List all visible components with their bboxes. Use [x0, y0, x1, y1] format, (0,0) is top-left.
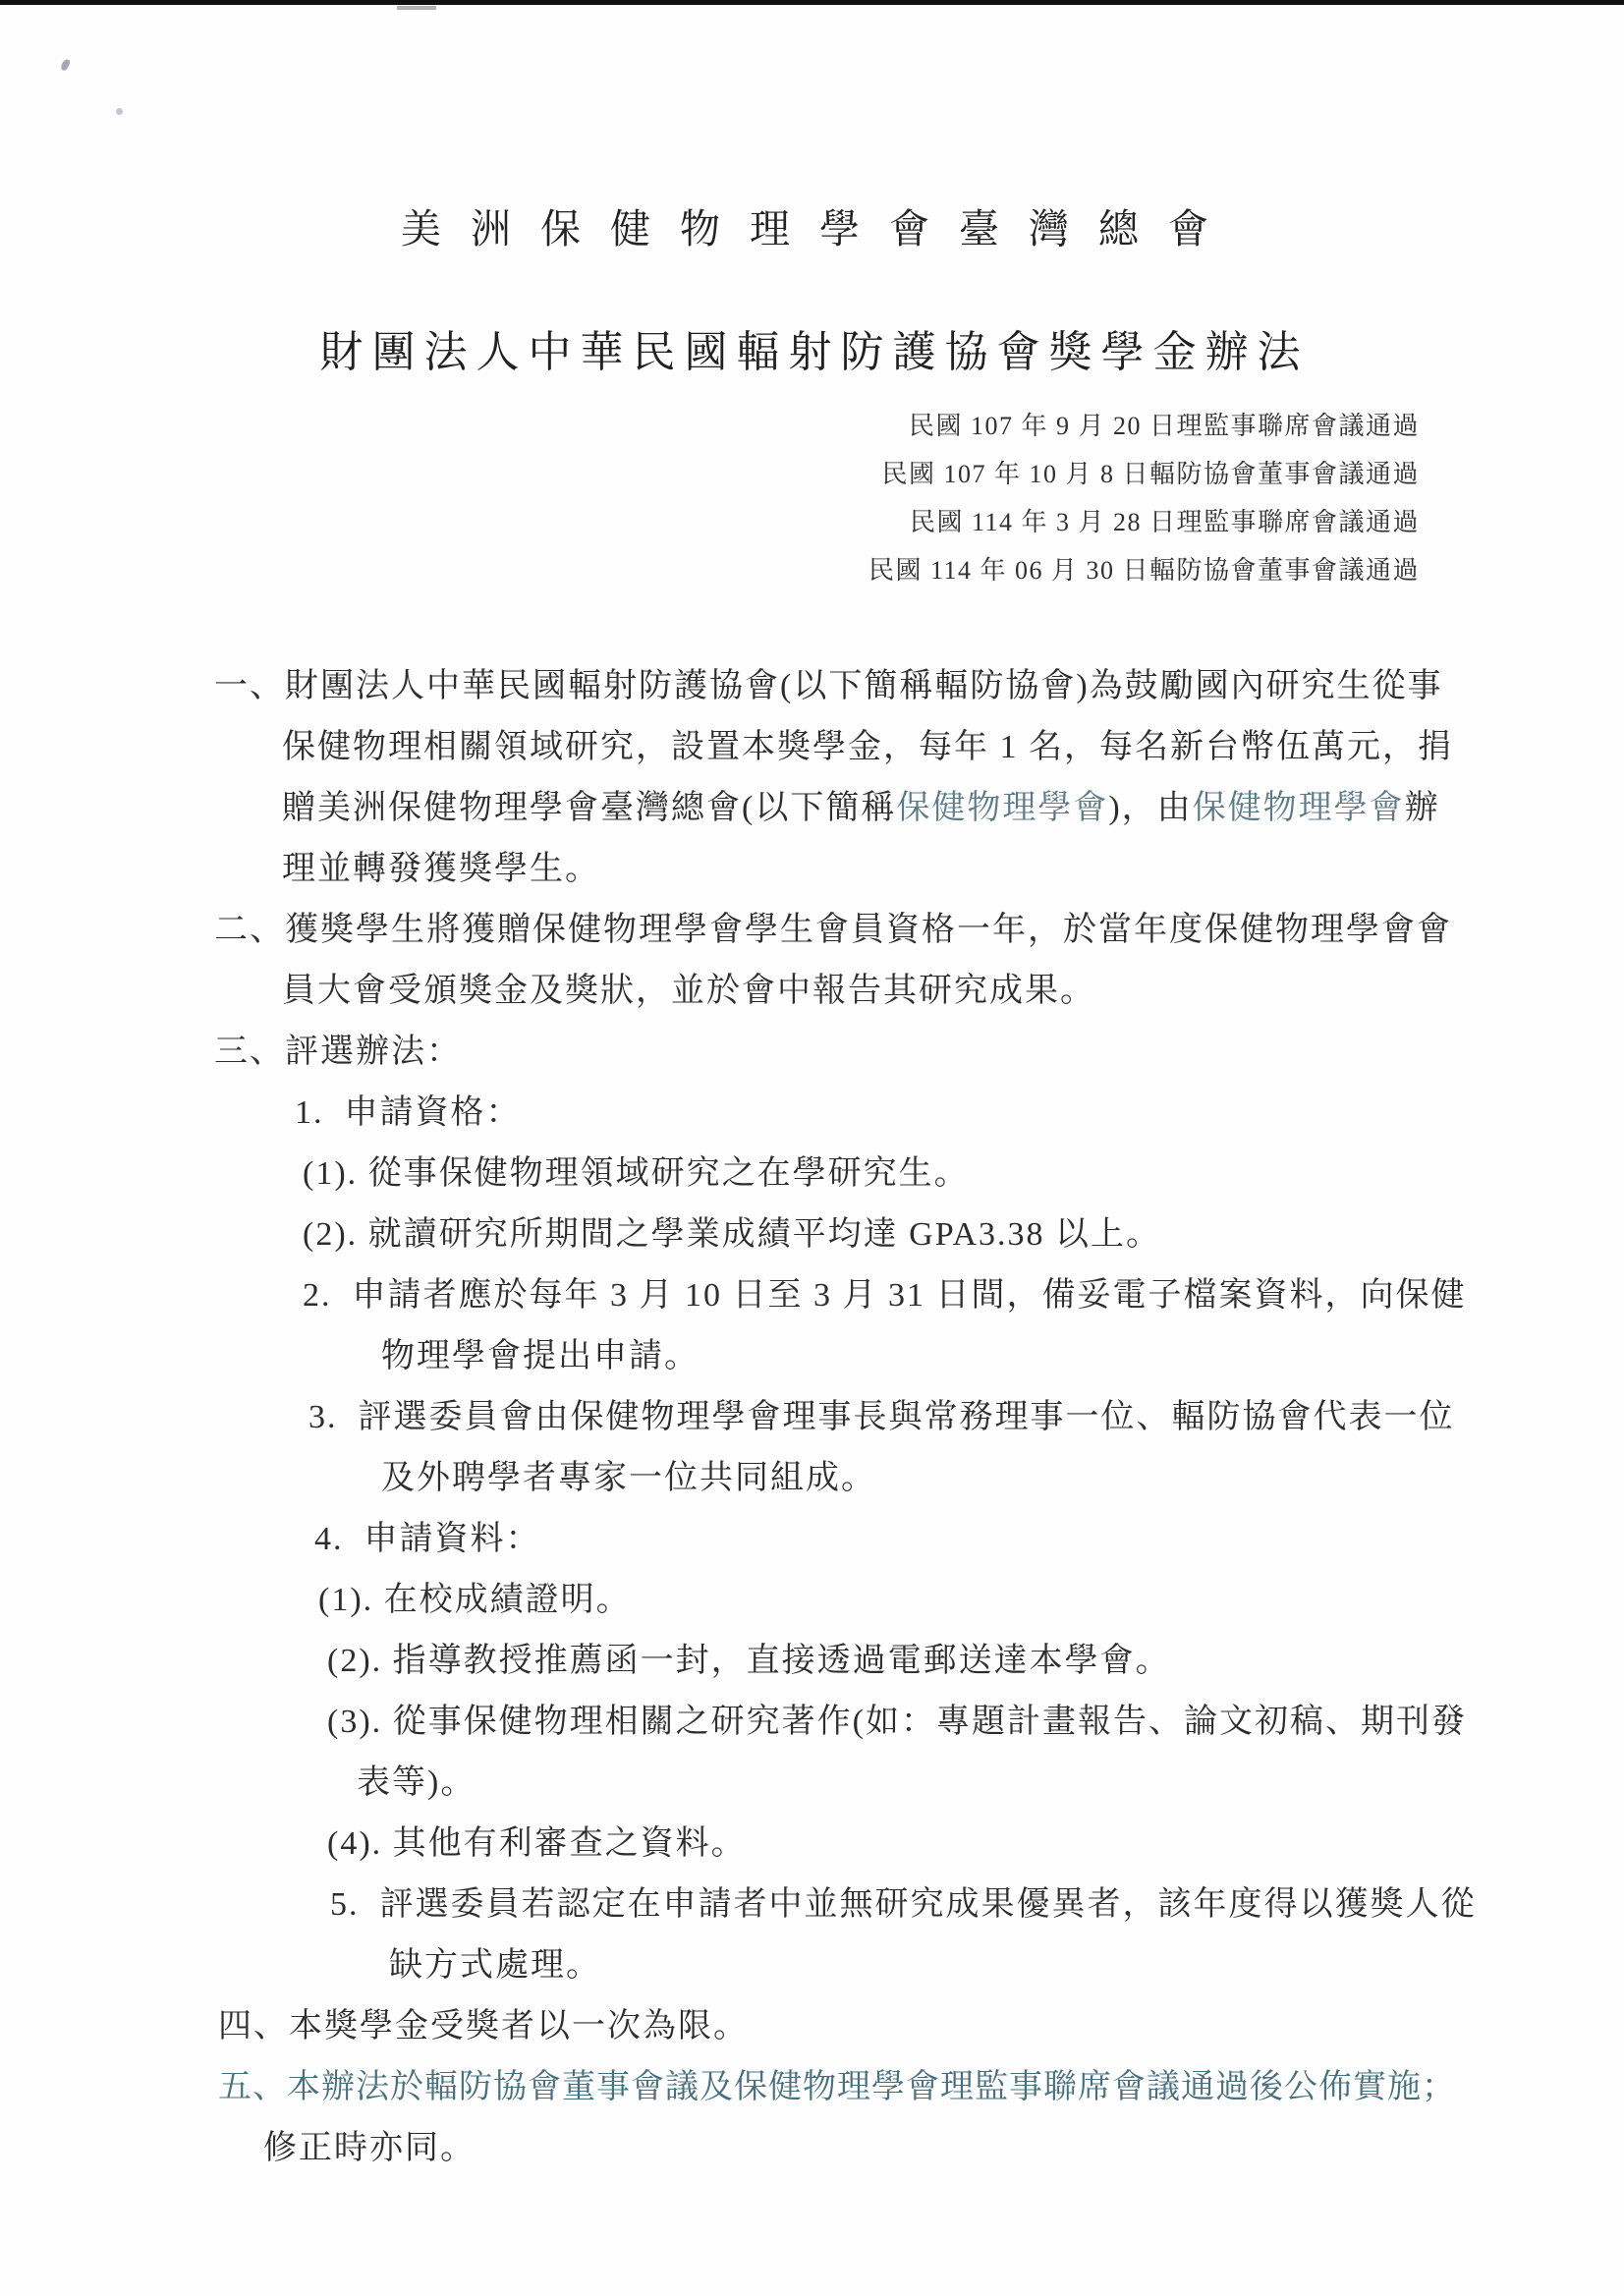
body-line: (2). 指導教授推薦函一封，直接透過電郵送達本學會。	[327, 1643, 1171, 1679]
scan-speck	[60, 58, 71, 72]
text-segment-tinted: 保健物理學會	[1192, 790, 1405, 826]
body-line: (3). 從事保健物理相關之研究著作(如：專題計畫報告、論文初稿、期刊發	[327, 1704, 1467, 1740]
text-segment: 辦	[1404, 790, 1440, 826]
approval-date: 民國 114 年 3 月 28 日理監事聯席會議通過	[909, 508, 1420, 536]
body-line: (1). 在校成績證明。	[318, 1582, 632, 1618]
organization-title: 美洲保健物理學會臺灣總會	[401, 206, 1238, 252]
text-segment-tinted: 保健物理學會	[896, 790, 1109, 826]
body-line: 保健物理相關領域研究，設置本獎學金，每年 1 名，每名新台幣伍萬元，捐	[282, 729, 1453, 765]
body-line: 缺方式處理。	[389, 1947, 601, 1984]
scan-dash-artifact	[397, 6, 436, 10]
body-line: 二、獲獎學生將獲贈保健物理學會學生會員資格一年，於當年度保健物理學會會	[214, 912, 1452, 948]
body-line: 4. 申請資料：	[314, 1521, 541, 1557]
text-segment: 贈美洲保健物理學會臺灣總會(以下簡稱	[282, 790, 897, 826]
body-line: 3. 評選委員會由保健物理學會理事長與常務理事一位、輻防協會代表一位	[308, 1399, 1455, 1435]
body-line: 2. 申請者應於每年 3 月 10 日至 3 月 31 日間，備妥電子檔案資料，向保健	[303, 1277, 1467, 1314]
body-line: 員大會受頒獎金及獎狀，並於會中報告其研究成果。	[282, 973, 1095, 1009]
body-line: 物理學會提出申請。	[381, 1338, 700, 1374]
body-line: 1. 申請資格：	[295, 1094, 522, 1131]
body-line: 5. 評選委員若認定在申請者中並無研究成果優異者，該年度得以獲獎人從	[330, 1886, 1477, 1923]
scan-speck	[116, 108, 123, 115]
approval-date: 民國 107 年 9 月 20 日理監事聯席會議通過	[908, 412, 1420, 440]
body-line: (4). 其他有利審查之資料。	[327, 1825, 747, 1862]
body-line: 四、本獎學金受獎者以一次為限。	[218, 2008, 749, 2044]
document-title: 財團法人中華民國輻射防護協會獎學金辦法	[319, 328, 1310, 376]
scan-top-edge-artifact	[0, 0, 1624, 5]
text-segment: )，由	[1108, 790, 1193, 826]
approval-date: 民國 114 年 06 月 30 日輻防協會董事會議通過	[868, 556, 1420, 585]
body-line: 理並轉發獲獎學生。	[282, 851, 600, 887]
body-line: (2). 就讀研究所期間之學業成績平均達 GPA3.38 以上。	[303, 1216, 1162, 1253]
body-line: 修正時亦同。	[263, 2130, 476, 2166]
approval-date: 民國 107 年 10 月 8 日輻防協會董事會議通過	[881, 460, 1420, 488]
body-line: (1). 從事保健物理領域研究之在學研究生。	[303, 1155, 970, 1192]
body-line: 表等)。	[357, 1764, 476, 1801]
body-line: 三、評選辦法：	[214, 1034, 462, 1070]
body-line: 及外聘學者專家一位共同組成。	[381, 1460, 876, 1496]
approval-dates	[868, 402, 1420, 594]
body-line-teal: 五、本辦法於輻防協會董事會議及保健物理學會理監事聯席會議通過後公佈實施；	[218, 2069, 1456, 2105]
document-body	[0, 656, 1624, 2179]
body-line	[0, 778, 1624, 839]
body-line: 一、財團法人中華民國輻射防護協會(以下簡稱輻防協會)為鼓勵國內研究生從事	[214, 668, 1443, 704]
